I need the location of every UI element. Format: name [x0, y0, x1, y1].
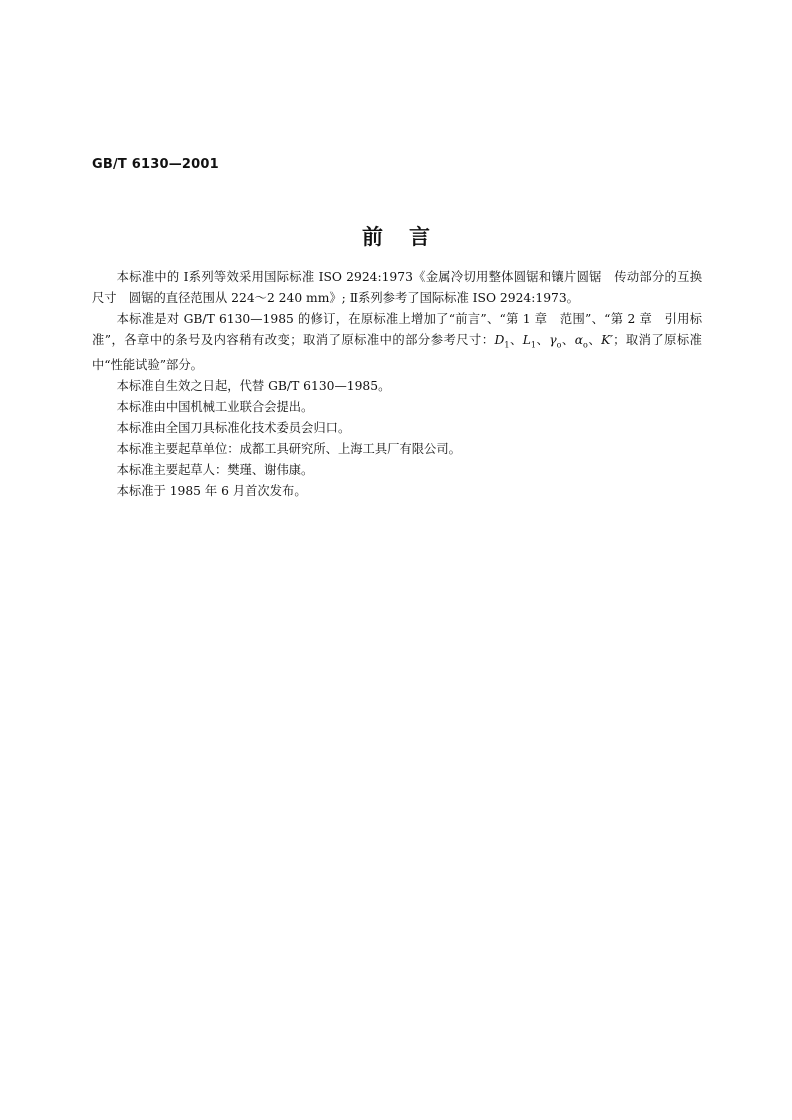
separator: 、 [536, 333, 550, 347]
page-title: 前言 [362, 224, 456, 249]
symbol-gamma-subscript: o [556, 340, 562, 350]
symbol-alpha: α [574, 333, 584, 347]
foreword-body [92, 267, 702, 502]
paragraph-revision [92, 309, 702, 376]
paragraph-proposer: 本标准由中国机械工业联合会提出。 [116, 400, 314, 415]
paragraph-drafting-units: 本标准主要起草单位：成都工具研究所、上海工具厂有限公司。 [116, 442, 461, 457]
revision-text-start: 本标准是对 GB/T 6130—1985 的修订，在原标准上增加了“前言”、“第 1 章 范围”、“第 2 章 引用标准”，各章中的条号及内容稍有改变；取消了原标准中的部分参考尺寸： [92, 312, 702, 347]
separator: 、 [561, 333, 575, 347]
paragraph-drafters: 本标准主要起草人：樊瑾、谢伟康。 [116, 463, 314, 478]
standard-number: GB/T 6130—2001 [92, 157, 219, 172]
paragraph-first-release: 本标准于 1985 年 6 月首次发布。 [116, 484, 307, 499]
symbol-d-subscript: 1 [504, 340, 510, 350]
separator: 、 [587, 333, 602, 347]
symbol-d: D [494, 333, 505, 347]
paragraph-committee: 本标准由全国刀具标准化技术委员会归口。 [116, 421, 351, 436]
symbol-l: L [522, 333, 531, 347]
paragraph-adoption: 本标准中的 Ⅰ系列等效采用国际标准 ISO 2924:1973《金属冷切用整体圆锯和镶片圆锯 传动部分的互换尺寸 圆锯的直径范围从 224～2 240 mm》; Ⅱ系列参考了国际标准 ISO 2924:1973。 [92, 270, 702, 305]
revision-text-end: ；取消了原标准中“性能试验”部分。 [92, 333, 702, 373]
symbol-gamma: γ [549, 333, 557, 347]
symbol-l-subscript: 1 [530, 340, 537, 350]
symbol-alpha-subscript: o [583, 340, 588, 350]
symbol-k-prime: K′ [601, 333, 614, 347]
separator: 、 [509, 333, 523, 347]
paragraph-effective: 本标准自生效之日起，代替 GB/T 6130—1985。 [116, 379, 391, 394]
